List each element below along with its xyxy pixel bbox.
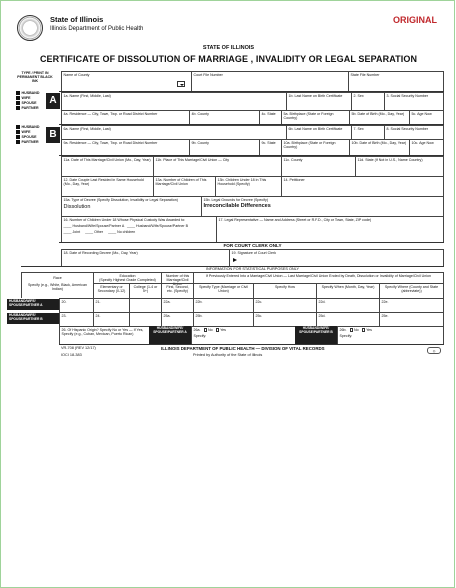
a-county-field[interactable]: 4b. County — [189, 110, 259, 124]
stats-row-b-label: HUSBAND/WIFE/ SPOUSE/PARTNER B — [7, 313, 59, 324]
marriage-county-field[interactable]: 11c. County — [281, 156, 355, 176]
field-25b[interactable]: 25b. — [193, 312, 253, 326]
custody-options-row2 — [64, 230, 215, 234]
a-state-field[interactable]: 4c. State — [259, 110, 281, 124]
decree-type-field[interactable] — [61, 196, 201, 216]
department-name: Illinois Department of Public Health — [50, 26, 144, 32]
b-last-birth-field[interactable]: 6b. Last Name on Birth Certificate — [286, 125, 351, 139]
race-header: Race Specify (e.g., White, Black, American Indian) — [21, 272, 93, 298]
legal-grounds-field[interactable] — [201, 196, 444, 216]
custody-b-option[interactable]: ____ Husband/Wife/Spouse/Partner B — [127, 224, 188, 229]
specify-when-header: Specify When (Month, Day, Year) — [316, 283, 379, 298]
field-22d[interactable]: 22d. — [316, 298, 379, 312]
b-sex-field[interactable]: 7. Sex — [351, 125, 384, 139]
b-birthplace-field[interactable]: 10a. Birthplace (State or Foreign Country) — [281, 139, 349, 155]
doc-state-heading: STATE OF ILLINOIS — [202, 45, 255, 51]
field-25c[interactable]: 25c. — [253, 312, 316, 326]
hispanic-b-specify[interactable]: Specify: — [339, 334, 353, 339]
field-22e[interactable]: 22e. — [379, 298, 444, 312]
custody-options-row1 — [64, 224, 215, 228]
a-sex-field[interactable]: 2. Sex — [351, 92, 384, 110]
custody-none-option[interactable]: ____ No children — [108, 230, 136, 235]
hispanic-origin-label: 26. Of Hispanic Origin? Specify No or Yes — If Yes, Specify (e.g., Cuban, Mexican, Puerto Rican) — [59, 326, 149, 344]
option-spouse-b[interactable]: SPOUSE — [16, 135, 39, 140]
b-residence-field[interactable]: 9a. Residence — City, Town, Twp. or Road District Number — [61, 139, 189, 155]
b-age-field[interactable]: 10c. Age Now — [409, 139, 444, 155]
first-second-header: First, Second, etc. (Specify) — [161, 283, 193, 298]
field-26a-number: 26a. — [193, 328, 201, 332]
form-bottom-line — [59, 344, 444, 345]
field-22b[interactable]: 22b. — [193, 298, 253, 312]
field-24-college[interactable] — [129, 312, 161, 326]
hispanic-b-no[interactable]: No — [350, 328, 359, 332]
field-21[interactable]: 21. — [93, 298, 129, 312]
field-21-college[interactable] — [129, 298, 161, 312]
option-partner-b[interactable]: PARTNER — [16, 140, 39, 145]
spouse-a-options — [16, 91, 39, 111]
marriage-date-field[interactable]: 11a. Date of This Marriage/Civil Union (Mo., Day, Year) — [61, 156, 153, 176]
legal-grounds-label: 15b. Legal Grounds for Decree (Specify) — [203, 198, 269, 202]
legal-representative-field[interactable]: 17. Legal Representative — Name and Address (Street or R.F.D., City or Town, State, ZIP code) — [216, 216, 444, 242]
hispanic-b-yes[interactable]: Yes — [362, 328, 372, 332]
spouse-b-options — [16, 125, 39, 145]
court-file-field[interactable]: Court File Number — [191, 71, 348, 91]
a-age-field[interactable]: 5c. Age Now — [409, 110, 444, 124]
option-wife-a[interactable]: WIFE — [16, 96, 39, 101]
custody-label: 16. Number of Children Under 18 Whose Physical Custody Was Awarded to: — [63, 218, 186, 222]
county-dropdown-icon[interactable] — [177, 81, 185, 87]
field-24[interactable]: 24. — [93, 312, 129, 326]
ioci-number: IOCI 18-383 — [61, 353, 82, 357]
field-22c[interactable]: 22c. — [253, 298, 316, 312]
field-22a[interactable]: 22a. — [161, 298, 193, 312]
specify-where-header: Specify Where (County and State (abbreviate)) — [379, 283, 444, 298]
state-seal-icon — [17, 15, 43, 41]
original-stamp: ORIGINAL — [393, 15, 437, 25]
spouse-a-letter: A — [46, 93, 60, 109]
custody-joint-option[interactable]: ____ Joint — [63, 230, 81, 235]
field-25e[interactable]: 25e. — [379, 312, 444, 326]
children-count-field[interactable]: 13a. Number of Children of This Marriage/Civil Union — [153, 176, 215, 196]
custody-other-option[interactable]: ____ Other — [85, 230, 104, 235]
clerk-section-title: FOR COURT CLERK ONLY — [223, 243, 282, 248]
elementary-header: Elementary or Secondary (0-12) — [93, 283, 129, 298]
option-partner-a[interactable]: PARTNER — [16, 106, 39, 111]
a-name-field[interactable]: 1a. Name (First, Middle, Last) — [61, 92, 286, 110]
form-number: VR-708 (REV 12/17) — [61, 346, 96, 350]
b-ssn-field[interactable]: 8. Social Security Number — [384, 125, 444, 139]
signature-arrow-icon — [233, 258, 237, 262]
decree-type-label: 15a. Type of Decree (Specify Dissolution, Invalidity or Legal Separation) — [63, 198, 178, 202]
b-name-field[interactable]: 6a. Name (First, Middle, Last) — [61, 125, 286, 139]
marriage-state-field[interactable]: 11d. State (If Not in U.S., Name Country) — [355, 156, 444, 176]
b-county-field[interactable]: 9b. County — [189, 139, 259, 155]
stats-title: INFORMATION FOR STATISTICAL PURPOSES ONLY — [205, 267, 300, 271]
specify-type-header: Specify Type (Marriage or Civil Union) — [193, 283, 253, 298]
hispanic-a-specify[interactable]: Specify: — [193, 334, 207, 339]
division-name: ILLINOIS DEPARTMENT OF PUBLIC HEALTH — DIVISION OF VITAL RECORDS — [161, 346, 325, 351]
education-header: Education (Specify Highest Grade Completed) — [93, 272, 161, 283]
marriage-place-field[interactable]: 11b. Place of This Marriage/Civil Union — City — [153, 156, 281, 176]
last-resided-field[interactable]: 12. Date Couple Last Resided in Same Household (Mo., Day, Year) — [61, 176, 153, 196]
option-spouse-a[interactable]: SPOUSE — [16, 101, 39, 106]
hispanic-a-no[interactable]: No — [204, 328, 213, 332]
stats-row-a-label: HUSBAND/WIFE/ SPOUSE/PARTNER A — [7, 299, 59, 310]
a-birthplace-field[interactable]: 5a. Birthplace (State or Foreign Country) — [281, 110, 349, 124]
union-label-icon: ◎ — [427, 347, 441, 354]
hispanic-b-box: HUSBAND/WIFE/ SPOUSE/PARTNER B — [295, 326, 337, 344]
recording-date-field[interactable]: 18. Date of Recording Decree (Mo., Day, Year) — [61, 249, 229, 266]
field-26a — [191, 326, 295, 344]
field-23[interactable]: 23. — [59, 312, 93, 326]
custody-field — [61, 216, 216, 242]
custody-a-option[interactable]: ____ Husband/Wife/Spouse/Partner A — [63, 224, 125, 229]
legal-grounds-value: Irreconcilable Differences — [203, 203, 271, 210]
petitioner-field[interactable]: 14. Petitioner — [281, 176, 444, 196]
children-under18-field[interactable]: 13b. Children Under 18 in This Household (Specify) — [215, 176, 281, 196]
certificate-title: CERTIFICATE OF DISSOLUTION OF MARRIAGE , INVALIDITY OR LEGAL SEPARATION — [39, 54, 418, 64]
option-husband-b[interactable]: HUSBAND — [16, 125, 39, 130]
county-name-field[interactable]: Name of County — [61, 71, 191, 91]
a-dob-field[interactable]: 5b. Date of Birth (Mo., Day, Year) — [349, 110, 409, 124]
a-residence-field[interactable]: 4a. Residence — City, Town, Twp. or Road District Number — [61, 110, 189, 124]
field-26b — [337, 326, 444, 344]
state-file-field[interactable]: State File Number — [348, 71, 444, 91]
b-state-field[interactable]: 9c. State — [259, 139, 281, 155]
previous-marriage-header: If Previously Entered Into a Marriage/Civil Union — Last Marriage/Civil Union Ended by Death, Dissolution or Invalidity of Marriage/Civil Union — [193, 272, 444, 283]
college-header: College (1-4 or 5+) — [129, 283, 161, 298]
specify-how-header: Specify How — [253, 283, 316, 298]
spouse-b-letter: B — [46, 127, 60, 143]
field-25a[interactable]: 25a. — [161, 312, 193, 326]
field-20[interactable]: 20. — [59, 298, 93, 312]
state-name: State of Illinois — [50, 15, 104, 24]
a-ssn-field[interactable]: 3. Social Security Number — [384, 92, 444, 110]
a-last-birth-field[interactable]: 1b. Last Name on Birth Certificate — [286, 92, 351, 110]
clerk-signature-field[interactable]: 19. Signature of Court Clerk — [229, 249, 444, 266]
hispanic-a-box: HUSBAND/WIFE/ SPOUSE/PARTNER A — [149, 326, 191, 344]
field-25d[interactable]: 25d. — [316, 312, 379, 326]
ink-instruction: TYPE / PRINT IN PERMANENT BLACK INK — [17, 71, 53, 83]
option-husband-a[interactable]: HUSBAND — [16, 91, 39, 96]
hispanic-a-yes[interactable]: Yes — [216, 328, 226, 332]
number-marriage-header: Number of this Marriage/Civil Union — [161, 272, 193, 283]
option-wife-b[interactable]: WIFE — [16, 130, 39, 135]
b-dob-field[interactable]: 10b. Date of Birth (Mo., Day, Year) — [349, 139, 409, 155]
printed-authority: Printed by Authority of the State of Illinois — [193, 353, 263, 357]
field-26b-number: 26b. — [339, 328, 347, 332]
decree-type-value: Dissolution — [63, 204, 91, 211]
